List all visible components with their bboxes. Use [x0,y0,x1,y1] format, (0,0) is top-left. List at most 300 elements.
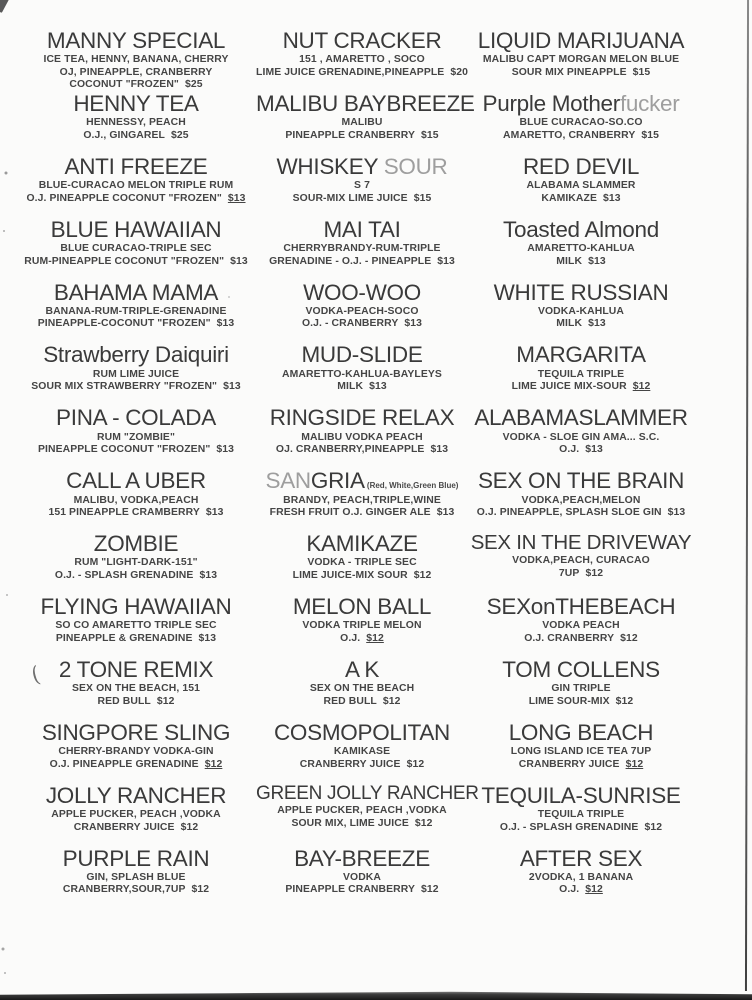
drink-ingredients [468,67,694,80]
drink-price: $20 [450,66,468,78]
menu-item [16,155,256,218]
ingredients-text: MILK [556,255,583,267]
drink-ingredients [468,507,694,520]
drink-name [256,406,468,430]
menu-item [468,281,694,344]
ingredients-text: RUM "LIGHT-DARK-151" [74,557,198,569]
drink-price: $13 [430,444,449,456]
menu-item [468,469,694,532]
ingredients-text: LIME JUICE GRENADINE,PINEAPPLE [256,66,445,78]
drink-name [468,532,694,554]
drink-name [256,29,468,53]
drink-name [256,721,468,745]
drink-price: $13 [223,381,241,393]
drink-ingredients [256,444,468,457]
drink-ingredients [16,746,256,759]
drink-ingredients [256,746,468,759]
drink-price: $12 [414,817,433,829]
ingredients-text: O.J. CRANBERRY [524,632,615,644]
drink-name [256,532,468,556]
drink-ingredients [468,696,694,709]
drink-price: $12 [585,884,603,896]
ingredients-text: VODKA-PEACH-SOCO [305,305,419,317]
drink-ingredients [256,557,468,570]
ingredients-text: AMARETTO-KAHLUA [527,242,635,254]
drink-ingredients [256,180,468,193]
drink-name [16,784,256,808]
drink-price: $12 [180,821,199,833]
drink-ingredients [468,306,694,319]
drink-ingredients [468,568,694,581]
drink-price: $13 [199,570,218,582]
drink-ingredients [468,432,694,445]
menu-item [256,721,468,784]
drink-name [468,721,694,745]
ingredients-text: MALIBU [341,117,383,129]
ingredients-text: O.J. [340,632,361,644]
ingredients-text: VODKA-KAHLUA [537,305,625,317]
menu-item [256,343,468,406]
drink-ingredients [16,130,256,143]
ingredients-text: O.J. - SPLASH GRENADINE [54,570,194,582]
menu-item [256,595,468,658]
drink-ingredients [16,117,256,130]
ingredients-text: BLUE CURACAO-SO.CO [519,117,643,129]
ingredients-text: LONG ISLAND ICE TEA 7UP [510,746,652,758]
drink-ingredients [468,54,694,67]
menu-item [256,90,475,155]
ingredients-text: VODKA - SLOE GIN AMA... S.C. [502,431,660,443]
drink-name-part: CALL A UBER [66,468,206,494]
drink-ingredients [468,746,694,759]
drink-name-part: HENNY TEA [73,90,199,116]
drink-name-part: WHITE RUSSIAN [493,279,669,305]
drink-price: $12 [156,695,175,707]
menu-item [16,784,256,847]
drink-name [468,343,694,367]
drink-ingredients [256,381,468,394]
ingredients-text: VODKA TRIPLE MELON [302,620,422,632]
drink-price: $13 [667,507,686,519]
ingredients-text: RUM "ZOMBIE" [96,431,175,443]
ingredients-text: OJ. CRANBERRY,PINEAPPLE [275,444,425,456]
drink-ingredients [16,683,256,696]
menu-item [468,155,694,218]
drink-price: $13 [436,507,455,519]
drink-price: $13 [588,318,606,330]
drink-name [256,782,479,805]
ingredients-text: SEX ON THE BEACH, 151 [72,683,200,695]
ingredients-text: KAMIKAZE [541,192,597,204]
ingredients-text: APPLE PUCKER, PEACH ,VODKA [277,805,447,817]
drink-name [16,595,256,619]
ingredients-text: RED BULL [97,695,151,707]
drink-name-part: SAN [265,468,311,494]
ingredients-text: 7UP [558,567,580,579]
drink-name [468,406,694,430]
ingredients-text: BANANA-RUM-TRIPLE-GRENADINE [45,305,227,317]
drink-ingredients [16,872,256,885]
menu-item [468,532,694,595]
ingredients-text: KAMIKASE [333,746,391,758]
drink-price: $13 [603,192,621,204]
drink-ingredients [468,318,694,331]
ingredients-text: FRESH FRUIT O.J. GINGER ALE [269,507,431,519]
drink-ingredients [256,256,468,269]
drink-name-part: Strawberry Daiquiri [43,342,229,368]
drink-ingredients [256,54,468,67]
drink-name [16,343,256,367]
ingredients-text: CRANBERRY JUICE [73,821,175,833]
drink-ingredients [468,884,694,897]
scan-corner-mark [0,0,9,13]
drink-ingredients [16,193,256,206]
drink-ingredients [468,633,694,646]
ingredients-text: MALIBU, VODKA,PEACH [73,494,199,506]
drink-ingredients [468,243,694,256]
drink-ingredients [16,495,256,508]
menu-item [16,532,256,595]
drink-ingredients [256,818,468,831]
scan-specks [0,0,2,2]
ingredients-text: VODKA PEACH [542,620,620,632]
ingredients-text: AMARETTO, CRANBERRY [502,129,636,141]
ingredients-text: CRANBERRY JUICE [518,758,620,770]
drink-name-part: MAI TAI [323,216,401,242]
drink-name-part: PINA - COLADA [56,405,216,431]
drink-name-part: MUD-SLIDE [301,342,423,368]
drink-ingredients [256,369,468,382]
drink-ingredients [256,633,468,646]
menu-item [256,29,468,92]
menu-item [16,92,256,155]
ingredients-text: SO CO AMARETTO TRIPLE SEC [55,620,217,632]
drink-ingredients [16,696,256,709]
drink-ingredients [468,369,694,382]
scan-bottom-edge [0,990,752,1000]
ingredients-text: RUM LIME JUICE [92,368,180,380]
drink-name [16,92,256,116]
menu-item [468,343,694,406]
drink-price: $13 [404,318,423,330]
ingredients-text: LIME SOUR-MIX [528,695,610,707]
menu-item [16,218,256,281]
menu-item [468,218,694,281]
menu-item [16,595,256,658]
drink-name-part: MANNY SPECIAL [46,28,226,53]
menu-item [16,406,256,469]
ingredients-text: CHERRYBRANDY-RUM-TRIPLE [283,242,441,254]
drink-name [468,29,694,53]
drink-name-part: MELON BALL [292,594,432,620]
ingredients-text: SOUR MIX PINEAPPLE [511,66,627,78]
drink-ingredients [16,318,256,331]
drink-name [468,784,694,808]
ingredients-text: O.J. PINEAPPLE COCONUT "FROZEN" [26,192,222,204]
menu-item [468,595,694,658]
drink-name [256,281,468,305]
drink-name-part: FLYING HAWAIIAN [40,594,232,620]
ingredients-text: LIME JUICE MIX-SOUR [511,381,627,393]
drink-ingredients [468,193,694,206]
menu-item [468,29,694,92]
drink-price: $12 [421,884,439,896]
menu-item [256,281,468,344]
menu-item [16,343,256,406]
ingredients-text: GIN TRIPLE [551,683,611,695]
drink-price: $12 [620,632,638,644]
ingredients-text: CRANBERRY,SOUR,7UP [62,884,186,896]
drink-price: $25 [171,129,189,141]
drink-name [256,218,468,242]
ingredients-text: ALABAMA SLAMMER [526,180,636,192]
drink-ingredients [16,243,256,256]
drink-name-part: ANTI FREEZE [64,153,208,179]
drink-name-part: TOM COLLENS [502,656,660,682]
drink-name-part: RINGSIDE RELAX [269,405,455,431]
ingredients-text: S 7 [354,180,370,192]
ingredients-text: VODKA,PEACH, CURACAO [512,555,650,567]
drink-ingredients [256,620,468,633]
drink-price: $12 [406,758,425,770]
ingredients-text: O.J. [559,444,580,456]
ingredients-text: PINEAPPLE COCONUT "FROZEN" [37,444,211,456]
drink-ingredients [468,117,694,130]
drink-ingredients [256,884,468,897]
drink-ingredients [468,759,694,772]
ingredients-text: PINEAPPLE CRANBERRY [285,884,416,896]
drink-ingredients [16,67,256,80]
drink-name-part: A K [344,656,380,682]
drink-price: $12 [204,758,223,770]
ingredients-text: PINEAPPLE-COCONUT "FROZEN" [37,318,211,330]
drink-ingredients [256,432,468,445]
drink-price: $12 [191,884,210,896]
drink-name-part: PURPLE RAIN [62,845,210,871]
drink-ingredients [468,683,694,696]
drink-name-part: SOUR [383,153,448,179]
menu-item [256,532,468,595]
ingredients-text: 151 PINEAPPLE CRAMBERRY [48,507,200,519]
drink-name-part: (Red, White,Green Blue) [364,481,459,491]
ingredients-text: RUM-PINEAPPLE COCONUT "FROZEN" [24,255,225,267]
drink-ingredients [468,495,694,508]
drink-price: $12 [615,695,634,707]
drink-ingredients [16,180,256,193]
menu-item [256,406,468,469]
ingredients-text: VODKA - TRIPLE SEC [307,557,417,569]
drink-ingredients [256,130,468,143]
drink-price: $13 [230,255,248,267]
drink-name-part: KAMIKAZE [306,531,418,557]
ingredients-text: O.J. [559,884,580,896]
drink-ingredients [256,243,468,256]
drink-name [468,92,694,116]
ingredients-text: SEX ON THE BEACH [309,683,415,695]
ingredients-text: AMARETTO-KAHLUA-BAYLEYS [282,368,442,380]
ingredients-text: O.J. - CRANBERRY [301,318,399,330]
drink-price: $12 [632,381,651,393]
drink-name-part: AFTER SEX [519,845,643,871]
drink-name [468,281,694,305]
ingredients-text: O.J. - SPLASH GRENADINE [499,821,639,833]
drink-name-part: fucker [619,90,680,116]
drink-ingredients [16,620,256,633]
drink-price: $12 [585,567,604,579]
ingredients-text: O.J. PINEAPPLE, SPLASH SLOE GIN [476,507,662,519]
drink-price: $12 [382,695,401,707]
drink-name [256,595,468,619]
drink-name-part: Purple Mother [482,90,620,116]
menu-item [16,721,256,784]
ingredients-text: TEQUILA TRIPLE [537,808,625,820]
drink-ingredients [468,822,694,835]
drink-price: $12 [625,758,644,770]
drink-ingredients [468,180,694,193]
ingredients-text: SOUR-MIX LIME JUICE [292,192,408,204]
drink-name-part: TEQUILA-SUNRISE [481,782,681,808]
drink-price: $13 [585,444,603,456]
drink-name-part: RED DEVIL [522,153,640,179]
ingredients-text: MALIBU CAPT MORGAN MELON BLUE [482,54,680,66]
drink-name [468,595,694,619]
drink-ingredients [256,495,468,508]
drink-name-part: BAY-BREEZE [294,845,430,871]
menu-item [256,469,468,532]
drink-ingredients [16,570,256,583]
drink-name [256,155,468,179]
drink-name-part: SEX IN THE DRIVEWAY [470,531,692,555]
ingredients-text: GIN, SPLASH BLUE [86,871,186,883]
menu-item [256,847,468,910]
ingredients-text: 2VODKA, 1 BANANA [528,871,634,883]
menu-item [468,847,694,910]
drink-ingredients [256,318,468,331]
drink-ingredients [16,306,256,319]
menu-item [16,658,256,721]
drink-name [16,155,256,179]
drink-name-part: BAHAMA MAMA [53,279,219,305]
ingredients-text: GRENADINE - O.J. - PINEAPPLE [269,255,432,267]
drink-name [16,218,256,242]
menu-item [16,469,256,532]
drink-ingredients [256,872,468,885]
ingredients-text: 151 , AMARETTO , SOCO [299,54,425,66]
ingredients-text: COCONUT "FROZEN" [69,79,179,91]
drink-name [16,721,256,745]
drink-ingredients [468,555,694,568]
drink-price: $13 [369,381,387,393]
ingredients-text: LIME JUICE-MIX SOUR [292,570,408,582]
ingredients-text: SOUR MIX, LIME JUICE [291,817,409,829]
scan-right-edge [745,0,749,991]
drink-ingredients [468,809,694,822]
drink-ingredients [16,369,256,382]
ingredients-text: O.J. PINEAPPLE GRENADINE [49,758,199,770]
ingredients-text: APPLE PUCKER, PEACH ,VODKA [51,808,221,820]
menu-item [256,782,479,847]
drink-ingredients [256,193,468,206]
ingredients-text: BLUE CURACAO-TRIPLE SEC [60,242,212,254]
drink-name-part: BLUE HAWAIIAN [50,216,222,242]
drink-price: $12 [366,632,384,644]
drink-name-part: Toasted Almond [503,216,659,242]
drink-ingredients [256,805,468,818]
drink-ingredients [16,432,256,445]
drink-ingredients [16,633,256,646]
drink-ingredients [16,822,256,835]
ingredients-text: PINEAPPLE & GRENADINE [55,632,193,644]
drink-price: $15 [632,66,651,78]
drink-name-part: LIQUID MARIJUANA [477,28,685,53]
ingredients-text: TEQUILA TRIPLE [537,368,625,380]
drink-ingredients [468,444,694,457]
ingredients-text: MALIBU VODKA PEACH [301,431,423,443]
pen-mark: ( [28,661,43,689]
drink-name [16,281,256,305]
menu-item [468,721,694,784]
drink-name [256,469,468,493]
drink-ingredients [256,759,468,772]
ingredients-text: BLUE-CURACAO MELON TRIPLE RUM [38,180,234,192]
ingredients-text: HENNESSY, PEACH [86,117,186,129]
ingredients-text: ICE TEA, HENNY, BANANA, CHERRY [43,54,229,66]
ingredients-text: PINEAPPLE CRANBERRY [285,129,416,141]
drink-price: $13 [216,444,234,456]
drink-name [256,658,468,682]
ingredients-text: O.J., GINGAREL [83,129,165,141]
drink-name-part: SINGPORE SLING [41,719,231,745]
drink-ingredients [256,570,468,583]
menu-item [256,155,468,218]
ingredients-text: RED BULL [323,695,377,707]
drink-price: $15 [641,129,659,141]
drink-ingredients [16,809,256,822]
menu-item [468,658,694,721]
drink-ingredients [468,872,694,885]
drink-price: $13 [216,318,235,330]
drink-name-part: NUT CRACKER [282,28,442,53]
ingredients-text: MILK [337,381,364,393]
drink-price: $13 [198,632,217,644]
menu-item [256,218,468,281]
menu-item [16,847,256,910]
drink-name [16,532,256,556]
menu-grid [16,29,694,909]
drink-ingredients [16,884,256,897]
menu-item [468,784,694,847]
drink-ingredients [256,507,468,520]
drink-name [256,847,468,871]
drink-name [256,90,475,116]
drink-name-part: SEXonTHEBEACH [486,594,676,620]
drink-ingredients [256,67,468,80]
ingredients-text: CRANBERRY JUICE [299,758,401,770]
drink-ingredients [468,256,694,269]
drink-name-part: JOLLY RANCHER [45,782,227,808]
menu-item [16,281,256,344]
drink-ingredients [468,130,694,143]
menu-item [468,92,694,155]
ingredients-text: OJ, PINEAPPLE, CRANBERRY [59,66,213,78]
drink-name [468,847,694,871]
drink-price: $15 [421,129,439,141]
drink-price: $13 [437,255,455,267]
drink-price: $12 [644,821,663,833]
drink-ingredients [16,444,256,457]
drink-name-part: MALIBU BAYBREEZE [256,90,475,116]
ingredients-text: VODKA,PEACH,MELON [521,494,641,506]
